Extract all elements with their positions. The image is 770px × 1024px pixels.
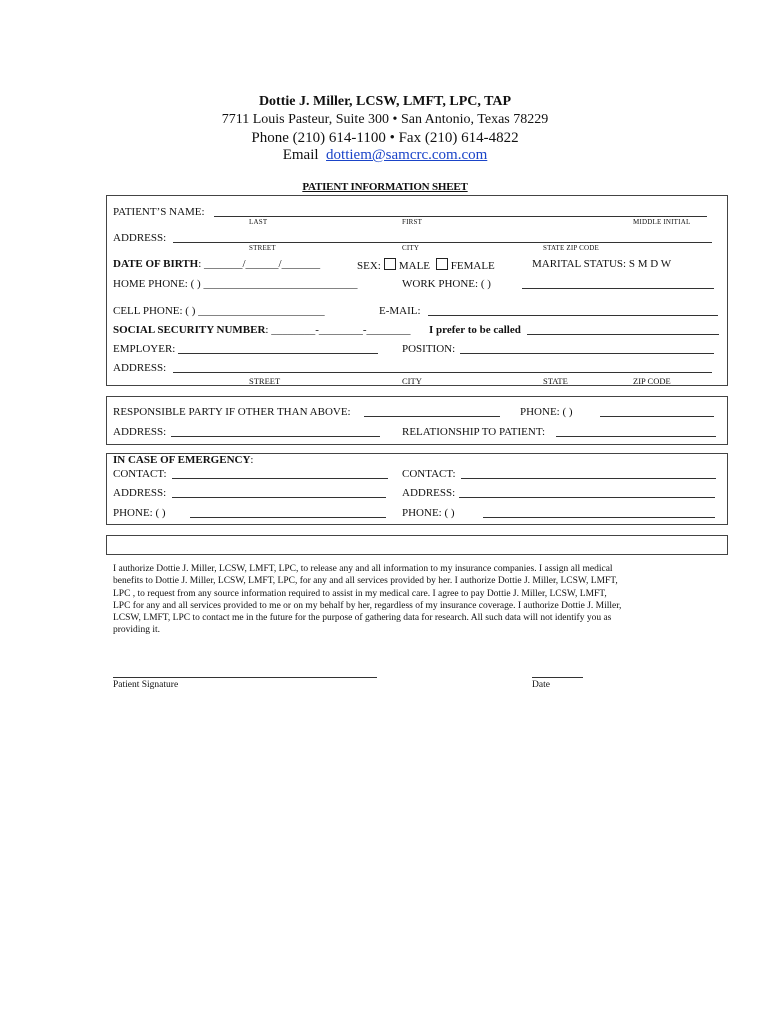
emergency-contact-label-right: CONTACT: (402, 468, 456, 480)
responsible-phone-label: PHONE: ( ) (520, 406, 573, 418)
marital-status[interactable]: MARITAL STATUS: S M D W (532, 258, 672, 270)
authorization-line: LCSW, LMFT, LPC to contact me in the future for the purpose of gathering data for research. All such data will not identify you as (113, 613, 612, 624)
employer-address-field[interactable] (173, 372, 712, 373)
preferred-name-label: I prefer to be called (429, 324, 521, 336)
responsible-address-field[interactable] (171, 436, 380, 437)
provider-name: Dottie J. Miller, LCSW, LMFT, LPC, TAP (258, 94, 512, 109)
sex-row (357, 258, 495, 272)
emp-street-sublabel: STREET (249, 376, 281, 386)
provider-address: 7711 Louis Pasteur, Suite 300 • San Antonio, Texas 78229 (221, 112, 549, 127)
home-phone[interactable]: HOME PHONE: ( ) ____________________________ (113, 278, 358, 290)
street-sublabel: STREET (249, 244, 276, 252)
dob-field[interactable]: : _______/______/_______ (198, 258, 321, 270)
dob-row (113, 258, 320, 270)
last-sublabel: LAST (249, 218, 268, 226)
emp-city-sublabel: CITY (402, 376, 422, 386)
authorization-line: I authorize Dottie J. Miller, LCSW, LMFT, LPC, to release any and all information to my insurance companies. I assign all medical (113, 564, 613, 574)
employer-address-label: ADDRESS: (113, 362, 167, 374)
responsible-party-label: RESPONSIBLE PARTY IF OTHER THAN ABOVE: (113, 406, 351, 418)
female-checkbox[interactable] (436, 258, 448, 270)
date-field[interactable] (532, 677, 583, 678)
patient-email-label: E-MAIL: (379, 305, 421, 317)
male-label: MALE (398, 260, 431, 272)
emergency-contact-field-left[interactable] (172, 478, 388, 479)
address-label: ADDRESS: (113, 232, 167, 244)
ssn-row (113, 324, 411, 336)
blank-box (106, 535, 728, 555)
provider-phone-fax: Phone (210) 614-1100 • Fax (210) 614-4822 (251, 130, 519, 146)
emergency-title-text: IN CASE OF EMERGENCY (113, 454, 251, 466)
patient-name-field[interactable] (214, 216, 707, 217)
position-label: POSITION: (402, 343, 456, 355)
work-phone-field[interactable] (522, 288, 714, 289)
middle-sublabel: MIDDLE INITIAL (633, 218, 691, 226)
authorization-line: LPC , to request from any source information required to assist in my medical care. I agree to pay Dottie J. Miller, LCSW, LMFT, (113, 588, 607, 599)
authorization-line: LPC for any and all services provided to me or on my behalf by her, regardless of my insurance coverage. I authorize Dottie J. Miller, (113, 600, 622, 611)
sex-label: SEX: (357, 260, 381, 272)
patient-name-label: PATIENT’S NAME: (113, 206, 205, 218)
patient-signature-field[interactable] (113, 677, 377, 678)
responsible-phone-field[interactable] (600, 416, 714, 417)
emergency-address-label-left: ADDRESS: (113, 487, 167, 499)
relationship-label: RELATIONSHIP TO PATIENT: (402, 426, 546, 438)
employer-label: EMPLOYER: (113, 343, 176, 355)
emergency-title-colon: : (250, 454, 254, 466)
patient-email-field[interactable] (428, 315, 718, 316)
emergency-phone-field-left[interactable] (190, 517, 386, 518)
relationship-field[interactable] (556, 436, 716, 437)
patient-signature-label: Patient Signature (113, 680, 179, 690)
emergency-phone-field-right[interactable] (483, 517, 715, 518)
authorization-line: providing it. (113, 625, 160, 636)
male-checkbox[interactable] (384, 258, 396, 270)
position-field[interactable] (460, 353, 714, 354)
work-phone-label: WORK PHONE: ( ) (402, 278, 491, 290)
dob-label: DATE OF BIRTH (113, 258, 199, 270)
emergency-contact-label-left: CONTACT: (113, 468, 167, 480)
ssn-field[interactable]: : ________-________-________ (265, 324, 411, 336)
responsible-address-label: ADDRESS: (113, 426, 167, 438)
emp-zip-sublabel: ZIP CODE (633, 376, 671, 386)
state-zip-sublabel: STATE ZIP CODE (543, 244, 600, 252)
female-label: FEMALE (450, 260, 495, 272)
ssn-label: SOCIAL SECURITY NUMBER (113, 324, 266, 336)
emergency-title (113, 454, 253, 466)
emergency-contact-field-right[interactable] (461, 478, 716, 479)
authorization-text (113, 563, 663, 637)
city-sublabel: CITY (402, 244, 420, 252)
date-label: Date (532, 680, 550, 690)
address-field[interactable] (173, 242, 712, 243)
responsible-party-field[interactable] (364, 416, 500, 417)
emergency-address-field-left[interactable] (172, 497, 386, 498)
emergency-phone-label-right: PHONE: ( ) (402, 507, 455, 519)
email-label: Email (282, 147, 319, 163)
sheet-title: PATIENT INFORMATION SHEET (302, 181, 468, 193)
provider-email (0, 147, 770, 164)
emergency-phone-label-left: PHONE: ( ) (113, 507, 166, 519)
preferred-name-field[interactable] (527, 334, 719, 335)
email-link[interactable]: dottiem@samcrc.com.com (326, 147, 488, 163)
employer-field[interactable] (178, 353, 378, 354)
emp-state-sublabel: STATE (543, 376, 568, 386)
first-sublabel: FIRST (402, 218, 423, 226)
authorization-line: benefits to Dottie J. Miller, LCSW, LMFT, LPC, for any and all services provided by her. I authorize Dottie J. Miller, LCSW, LMFT, (113, 576, 618, 587)
emergency-address-label-right: ADDRESS: (402, 487, 456, 499)
emergency-address-field-right[interactable] (459, 497, 715, 498)
cell-phone[interactable]: CELL PHONE: ( ) _______________________ (113, 305, 325, 317)
